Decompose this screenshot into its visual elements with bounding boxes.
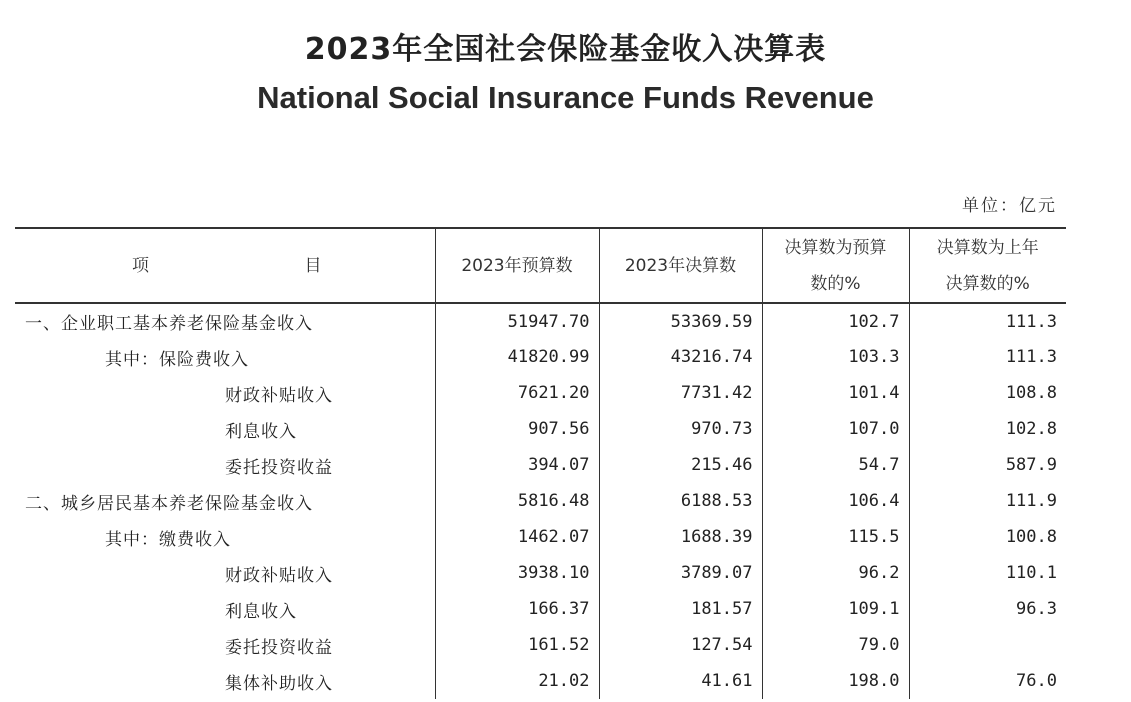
cell-budget: 161.52 (435, 627, 599, 663)
table-row (15, 483, 1066, 519)
cell-final: 215.46 (599, 447, 762, 483)
cell-pct-budget: 102.7 (762, 303, 909, 339)
cell-pct-prev: 110.1 (909, 555, 1066, 591)
cell-pct-prev: 587.9 (909, 447, 1066, 483)
cell-pct-budget: 107.0 (762, 411, 909, 447)
cell-pct-budget: 79.0 (762, 627, 909, 663)
table-row (15, 555, 1066, 591)
page-title: 2023年全国社会保险基金收入决算表 (304, 32, 827, 67)
cell-budget: 21.02 (435, 663, 599, 699)
cell-final: 41.61 (599, 663, 762, 699)
table-row (15, 519, 1066, 555)
table-row (15, 663, 1066, 699)
header-item-b: 目 (304, 255, 322, 276)
cell-budget: 1462.07 (435, 519, 599, 555)
row-label: 财政补贴收入 (225, 385, 333, 406)
cell-final: 7731.42 (599, 375, 762, 411)
cell-pct-prev (909, 627, 1066, 663)
cell-pct-prev: 111.3 (909, 303, 1066, 339)
row-label: 其中：缴费收入 (105, 529, 231, 550)
cell-budget: 51947.70 (435, 303, 599, 339)
cell-final: 1688.39 (599, 519, 762, 555)
header-pct-prev-line2: 决算数的% (945, 273, 1030, 294)
table-row (15, 411, 1066, 447)
row-label: 二、城乡居民基本养老保险基金收入 (25, 493, 313, 514)
table-row (15, 591, 1066, 627)
cell-final: 6188.53 (599, 483, 762, 519)
header-pct-budget-line2: 数的% (810, 273, 861, 294)
cell-budget: 907.56 (435, 411, 599, 447)
cell-pct-prev: 111.3 (909, 339, 1066, 375)
row-label: 利息收入 (225, 601, 297, 622)
cell-pct-budget: 54.7 (762, 447, 909, 483)
cell-pct-prev: 76.0 (909, 663, 1066, 699)
header-pct-prev-line1: 决算数为上年 (936, 237, 1039, 258)
cell-pct-budget: 101.4 (762, 375, 909, 411)
cell-final: 3789.07 (599, 555, 762, 591)
unit-label: 单位：亿元 (962, 196, 1057, 216)
header-pct-budget-line1: 决算数为预算 (784, 237, 887, 258)
header-item (15, 228, 435, 303)
cell-pct-budget: 109.1 (762, 591, 909, 627)
cell-pct-prev: 111.9 (909, 483, 1066, 519)
cell-budget: 41820.99 (435, 339, 599, 375)
cell-pct-prev: 102.8 (909, 411, 1066, 447)
revenue-table (15, 227, 1066, 699)
table-row (15, 339, 1066, 375)
cell-budget: 7621.20 (435, 375, 599, 411)
cell-final: 53369.59 (599, 303, 762, 339)
table-header-row (15, 228, 1066, 303)
row-label: 集体补助收入 (225, 673, 333, 694)
cell-final: 127.54 (599, 627, 762, 663)
row-label: 委托投资收益 (225, 457, 333, 478)
cell-final: 43216.74 (599, 339, 762, 375)
cell-pct-budget: 96.2 (762, 555, 909, 591)
cell-final: 181.57 (599, 591, 762, 627)
header-final: 2023年决算数 (599, 228, 762, 303)
header-pct-budget (762, 228, 909, 303)
cell-pct-budget: 198.0 (762, 663, 909, 699)
cell-pct-budget: 115.5 (762, 519, 909, 555)
cell-pct-prev: 96.3 (909, 591, 1066, 627)
row-label: 一、企业职工基本养老保险基金收入 (25, 314, 313, 334)
cell-pct-prev: 108.8 (909, 375, 1066, 411)
table-row (15, 375, 1066, 411)
row-label: 委托投资收益 (225, 637, 333, 658)
cell-pct-budget: 103.3 (762, 339, 909, 375)
cell-budget: 394.07 (435, 447, 599, 483)
row-label: 其中：保险费收入 (105, 349, 249, 370)
cell-budget: 3938.10 (435, 555, 599, 591)
page-subtitle: National Social Insurance Funds Revenue (257, 80, 874, 115)
header-item-a: 项 (132, 255, 149, 276)
table-row (15, 627, 1066, 663)
cell-pct-prev: 100.8 (909, 519, 1066, 555)
cell-final: 970.73 (599, 411, 762, 447)
row-label: 利息收入 (225, 421, 297, 442)
header-budget: 2023年预算数 (435, 228, 599, 303)
table-row (15, 447, 1066, 483)
cell-budget: 5816.48 (435, 483, 599, 519)
row-label: 财政补贴收入 (225, 565, 333, 586)
header-pct-prev (909, 228, 1066, 303)
cell-budget: 166.37 (435, 591, 599, 627)
table-row (15, 303, 1066, 339)
cell-pct-budget: 106.4 (762, 483, 909, 519)
